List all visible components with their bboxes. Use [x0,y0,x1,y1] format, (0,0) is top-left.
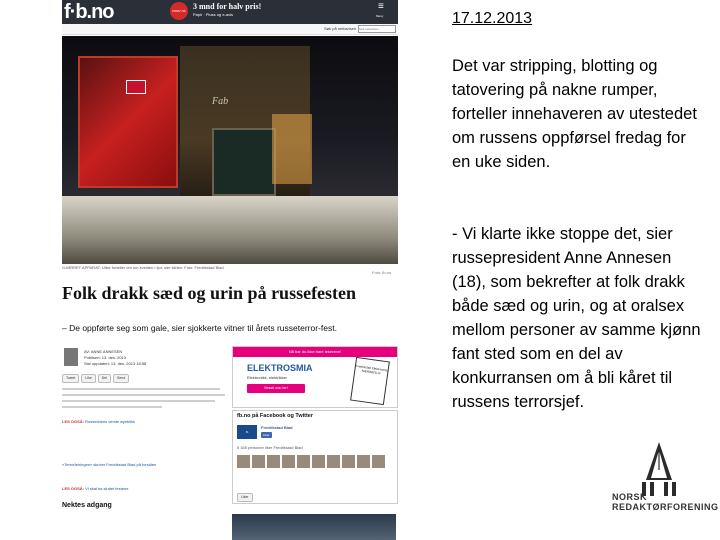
promo-badge[interactable]: PRØV NÅ [170,2,188,20]
social-share-bar [62,374,230,384]
umbrella-photo [232,514,396,540]
search-input[interactable] [358,25,396,33]
fb-widget-title: fb.no på Facebook og Twitter [237,413,313,419]
author-avatar [64,348,78,366]
photo-caption: GJØRRET APPARAT: Ulike forteller om om kvelden i fjor, sier kilden. Foto: Fredrikstad Blad [62,265,224,270]
read-more-link[interactable] [62,486,228,491]
text-line [62,406,162,408]
photo-credit: Foto: fb.no [372,270,392,275]
fb-face-avatar[interactable] [372,455,385,468]
read-more-link-text[interactable]: Vi skal ha sluttet festene [85,486,129,491]
fb-face-avatar[interactable] [357,455,370,468]
inset-photo [78,56,178,188]
logo-line-1: NORSK [612,492,648,502]
nib-emblem-icon [634,440,684,498]
promo-title[interactable]: 3 mnd for halv pris! [193,2,262,11]
section-heading: Nektes adgang [62,502,112,509]
fb-face-avatar[interactable] [327,455,340,468]
like-button[interactable]: Like [81,374,95,383]
article-subhead: – De oppførte seg som gale, sier sjokkerte vitner til årets russeterror-fest. [62,323,337,333]
venue-door [212,128,276,196]
facebook-widget [232,410,398,504]
quote-paragraph-2: - Vi klarte ikke stoppe det, sier russepresident Anne Annesen (18), som bekrefter at folk drakk både sæd og urin, og at oralsex mellom personer av samme kjønn fant sted som en del av konkurransen om å bli kåret til russens terrorsjef. [452,225,701,411]
ad-book-image[interactable]: Fredrikstad Elektrosmia NÆRINGSLIV [350,357,390,405]
article-headline: Folk drakk sæd og urin på russefesten [62,283,357,303]
fb-page-logo[interactable]: fb [237,425,257,439]
fb-face-avatar[interactable] [237,455,250,468]
norwegian-flag-icon [126,80,146,94]
tweet-button[interactable]: Tweet [62,374,79,383]
window-glow [272,114,312,184]
text-line [62,388,220,390]
fb-social-buttons [237,493,255,511]
fb-faces [237,455,393,475]
quote-paragraph-1: Det var stripping, blotting og tatovering på nakne rumper, forteller innehaveren av utestedet om russens oppførsel fredag for en uke siden. [452,57,697,171]
fb-face-avatar[interactable] [252,455,265,468]
fb-like-count: 5 345 personer liker Fredrikstad Blad [237,445,303,450]
related-link-text[interactable]: Russetidens verste øyeblikk [85,419,135,424]
norsk-redaktorforening-logo [612,440,719,516]
ad-headline[interactable]: Nå har du ikke bare lekerene! [233,347,397,357]
text-line [62,394,225,396]
related-link[interactable] [62,419,228,424]
hero-photo [62,36,398,264]
site-logo[interactable]: f·b.no [64,1,114,23]
publish-date: Publisert: 13. des. 2013 [84,355,127,360]
site-header [62,0,398,24]
share-button[interactable]: Del [98,374,111,383]
fb-face-avatar[interactable] [267,455,280,468]
snow-ground [62,196,398,264]
ad-brand-sub: Elektronikk, elektrikker [247,375,288,380]
hamburger-menu-icon[interactable]: ≡ [378,1,384,12]
byline-text [84,349,146,367]
fb-face-avatar[interactable] [342,455,355,468]
fb-like-button[interactable]: Liker [263,433,270,437]
fb-face-avatar[interactable] [297,455,310,468]
author-name[interactable]: AV: ANNE ANNESEN [84,349,123,354]
fb-like-small-button[interactable]: Liker [237,493,253,502]
related-label: LES OGSÅ: [62,419,85,424]
send-button[interactable]: Send [113,374,129,383]
fb-page-name[interactable]: Fredrikstad Blad [261,425,293,430]
menu-label[interactable]: Meny [376,14,384,18]
fb-face-avatar[interactable] [282,455,295,468]
article-screenshot [62,0,398,540]
ad-brand[interactable]: ELEKTROSMIA [247,363,313,373]
promo-subtitle: Papir · Pluss og e-avis [193,12,234,17]
logo-line-2: REDAKTØRFORENING [612,502,719,512]
fb-face-avatar[interactable] [312,455,325,468]
updated-date: Sist oppdatert: 13. des. 2013 18:58 [84,361,147,366]
ad-cta-button[interactable]: Besøk oss her! [247,384,305,393]
search-label: Søk på nettavisen [324,26,357,31]
slide-date: 17.12.2013 [452,10,533,27]
venue-sign: Fab [212,96,229,107]
search-bar [62,24,398,35]
quote-link[interactable]: «Terrorfeiringen» skriver Fredrikstad Blad på forsiden [62,462,157,467]
read-more-label: LES OGSÅ: [62,486,85,491]
article-body [62,388,228,412]
ad-banner[interactable] [232,346,398,408]
text-line [62,400,215,402]
